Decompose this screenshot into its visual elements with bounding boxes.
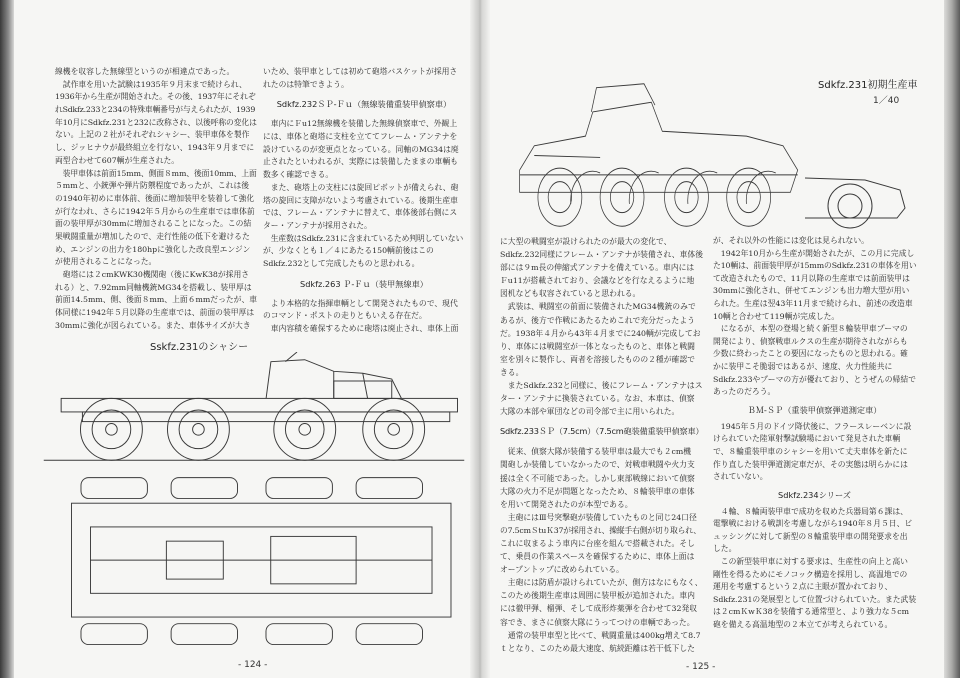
text-line: た10輌は、前面装甲厚が15mmのSdkfz.231の車体を用い	[713, 261, 917, 271]
text-line: が、それ以外の性能には変化は見られない。	[713, 236, 869, 245]
text-line: あるが、後方で作戦にあたるためこれで充分だったよう	[500, 315, 695, 325]
text-line: め、エンジンの出力を180hpに強化した改良型エンジン	[55, 244, 251, 254]
text-line: 部には９m長の伸縮式アンテナを備えている。車内には	[500, 263, 695, 273]
text-line: 砲を備える高温地型の２本立てが考えられている。	[713, 620, 893, 630]
text-line: 数多く確認できる。	[263, 170, 334, 180]
text-line: Sdkfz.233やプーマの方が優れており、とうぜんの帰結で	[713, 374, 916, 384]
text-line: り、車体には戦闘室が一体となったものと、車体と戦闘	[500, 341, 695, 351]
text-line: 武装は、戦闘室の前面に装備されたMG34機銃のみで	[500, 302, 696, 312]
text-line: ター・アンテナに換装されている。なお、本車は、偵察	[500, 394, 695, 404]
text-line: 果戦闘重量が増加したので、走行性能の低下を避けるた	[55, 231, 250, 241]
text-line: Sdkfz.232として完成したものと思われる。	[263, 258, 420, 268]
text-line: 30mmに強化が図られている。また、車体サイズが大き	[55, 320, 251, 330]
text-line: 面の装甲厚が30mmに増加されることになった。この結	[55, 219, 252, 229]
text-line: 援は全く不可能であった。しかし東部戦線において偵察	[500, 473, 695, 483]
page-number-right: - 125 -	[686, 662, 716, 672]
text-line: あったのだろう。	[713, 387, 776, 397]
text-line: 図机なども収容されていると思われる。	[500, 289, 641, 299]
text-line: 通常の装甲車型と比べて、戦闘重量は400kg増えて8.7	[500, 630, 701, 640]
text-line: ター・アンテナが採用された。	[263, 220, 372, 230]
section-heading: Sdkfz.234シリーズ	[778, 489, 851, 500]
text-line: 年10月にSdkfz.231と232に改称され、以後呼称の変化は	[55, 117, 257, 127]
text-line: Sdkfz.232同様にフレーム・アンテナが装備され、車体後	[500, 250, 703, 260]
text-line: 開発により、偵察戦車ルクスの生産が期待されながらも	[713, 336, 908, 346]
page-number-left: - 124 -	[238, 660, 268, 670]
text-line: が行なわれ、さらに1942年５月からの生産車では車体前	[55, 206, 255, 216]
text-line: に大型の戦闘室が設けられたのが最大の変化で、	[500, 237, 672, 246]
text-line: 大隊の本部や軍団などの司令部で主に用いられた。	[500, 407, 680, 417]
scan-edge-right	[944, 0, 960, 678]
text-line: 主砲には防盾が設けられていたが、側方はなにもなく、	[500, 578, 703, 588]
text-line: またSdkfz.232と同様に、後にフレーム・アンテナはス	[500, 381, 703, 391]
right-page-column-1	[500, 235, 703, 655]
chassis-top-view-drawing	[45, 470, 468, 655]
text-line: の7.5cmＳtuＫ37が採用され、操縦手右側が切り取られ、	[500, 525, 701, 535]
text-line: 砲塔には２cmKWK30機関砲（後にKwK38が採用さ	[55, 270, 250, 279]
text-line: ５mmと、小銃弾や弾片防禦程度であったが、これは後	[55, 181, 250, 191]
text-line: 主砲にはⅢ号突撃砲が装備していたものと同じ24口径	[500, 512, 697, 522]
text-line: は２cmＫwＫ38を装備する通常型と、より強力な５cm	[713, 607, 910, 617]
text-line: ない。上記の２社がそれぞれシャシー、装甲車体を製作	[55, 130, 250, 140]
text-line: を用いて開発されたのが本型である。	[500, 499, 633, 509]
right-page-column-2	[713, 235, 916, 632]
text-line: には徹甲弾、榴弾、そして成形炸薬弾を合わせて32発収	[500, 604, 698, 614]
text-line: 1942年10月から生産が開始されたが、この月に完成し	[713, 248, 915, 258]
text-line: 装甲車体は前面15mm、側面８mm、後面10mm、上面	[55, 168, 257, 178]
text-line: 車内容積を確保するために砲塔は廃止され、車体上面	[263, 324, 459, 333]
text-line: Ｆu11が搭載されており、会議などを行なえるように地	[500, 276, 695, 286]
text-line: した。	[713, 544, 737, 554]
text-line: て改造されたもので、11月以降の生産車では前面装甲は	[713, 273, 910, 283]
figure-scale: 1／40	[873, 96, 900, 106]
text-line: の1940年初めに車体前、後面に増加装甲を装着して強化	[55, 193, 255, 203]
text-line: だ。1938年４月から43年４月までに240輌が完成してお	[500, 328, 701, 338]
text-line: されていない。	[713, 472, 768, 482]
text-line: 電撃戦における戦訓を考慮しながら1940年８月５日、ビ	[713, 519, 913, 529]
text-line: 車内にＦu12無線機を装備した無線偵察車で、外観上	[263, 119, 458, 129]
text-line: 生産数はSdkfz.231に含まれているため判明していない	[263, 233, 464, 243]
text-line: ュッシングに対して新型の８輪重装甲車の開発要求を出	[713, 531, 908, 541]
text-line: 塔の旋回に支障がないよう考慮されている。後期生産車	[263, 195, 458, 205]
text-line: し、ジッヒナウが最終組立を行ない、1943年９月までに	[55, 143, 255, 153]
text-line: が、少なくとも１／４にあたる150輌前後はこの	[263, 246, 434, 256]
text-line: ４輪、８輪両装甲車で成功を収めた兵器局第６課は、	[713, 506, 908, 516]
text-line: 1936年から生産が開始された。その後、1937年にそれぞ	[55, 92, 256, 102]
section-heading: ＢＭ-ＳＰ（重装甲偵察弾道測定車）	[747, 404, 882, 415]
text-line: で、８輪重装甲車のシャシーを用いて丈夫車体を新たに	[713, 446, 908, 456]
text-line: いため、装甲車としては初めて砲塔バスケットが採用さ	[263, 67, 458, 76]
text-line: また、砲塔上の支柱には旋回ピボットが備えられ、砲	[263, 182, 459, 192]
text-line: 剛性を得るためにモノコック構造を採用し、高温地での	[713, 569, 908, 579]
text-line: 室を別々に製作し、両者を溶接したものの２種が確認で	[500, 354, 695, 364]
text-line: ｔとなり、このため最大速度、航続距離は若干低下した	[500, 643, 695, 653]
text-line: れSdkfz.233と234の特殊車輌番号が与えられたが、1939	[55, 105, 256, 115]
section-heading: Sdkfz.233ＳＰ（7.5cm）（7.5cm砲装備重装甲偵察車）	[500, 426, 704, 437]
text-line: 1945年５月のドイツ降伏後に、フラースレーベンに設	[713, 421, 912, 431]
chassis-side-view-drawing	[40, 352, 468, 468]
text-line: 運用を考慮するという２点に主眼が置かれており、	[713, 582, 893, 592]
text-line: られた。生産は翌43年11月まで続けられ、前述の改造車	[713, 298, 913, 308]
text-line: Sdkfz.231の発展型として位置づけられていた。また武装	[713, 594, 917, 604]
text-line: になるが、本型の登場と続く新型８輪装甲車プーマの	[713, 324, 908, 334]
scan-edge-left	[0, 0, 14, 678]
section-heading: Sdkfz.232ＳＰ-Ｆｕ（無線装備重装甲偵察車）	[276, 99, 452, 110]
text-line: より本格的な指揮車輌として開発されたもので、現代	[263, 298, 458, 308]
text-line: れたのは特筆できよう。	[263, 79, 349, 89]
text-line: 試作車を用いた試験は1935年９月末まで続けられ、	[55, 79, 247, 89]
text-line: では、フレーム・アンテナに替えて、車体後部右側にス	[263, 208, 458, 218]
text-line: 体同様に1942年５月以降の生産車では、前面の装甲厚は	[55, 308, 255, 318]
text-line: て、乗員の作業スペースを確保するために、車体上面は	[500, 552, 695, 562]
text-line: 30mmに強化され、併せてエンジンも出力増大型が用い	[713, 286, 910, 296]
armored-car-figure-caption: Sdkfz.231初期生産車	[818, 80, 918, 91]
text-line: 設けているのが変更点となっている。同軸のMG34は廃	[263, 144, 459, 154]
text-line: この新型装甲車に対する要求は、生産性の向上と高い	[713, 557, 908, 567]
text-line: れる）と、7.92mm同軸機銃MG34を搭載し、装甲厚は	[55, 282, 252, 292]
text-line: 容でき、まさに偵察大隊にうってつけの車輌であった。	[500, 617, 695, 627]
sdkfz-231-side-view-drawing-rear	[805, 118, 910, 230]
text-line: 関砲しか装備していなかったので、対戦車戦闘や火力支	[500, 460, 695, 470]
text-line: 前面14.5mm、側、後面８mm、上面６mmだったが、車	[55, 295, 258, 305]
text-line: 止されたといわれるが、実際には装備したままの車輌も	[263, 157, 458, 167]
text-line: には、車体と砲塔に支柱を立ててフレーム・アンテナを	[263, 132, 458, 142]
text-line: オープントップに改められている。	[500, 565, 624, 575]
text-line: 少数に終わったことの要因になったものと思われる。確	[713, 349, 908, 359]
text-line: これに収まるよう車内に台座を組んで搭載された。そし	[500, 538, 695, 548]
text-line: 従来、偵察大隊が装備する装甲車は最大でも２cm機	[500, 447, 692, 457]
section-heading: Sdkfz.263 Ｐ-Ｆｕ（装甲無線車）	[300, 278, 428, 289]
text-line: のコマンド・ポストの走りともいえる存在だ。	[263, 311, 427, 321]
left-page-column-2	[263, 66, 465, 336]
sdkfz-231-side-view-drawing	[505, 78, 805, 233]
text-line: が使用されることになった。	[55, 257, 157, 267]
text-line: 線機を収容した無線型というのが相違点であった。	[55, 67, 235, 76]
chassis-figure-caption: Sskfz.231のシャシー	[150, 342, 249, 353]
text-line: 両型合わせて607輌が生産された。	[55, 155, 180, 165]
text-line: けられていた陸軍射撃試験場において発見された車輌	[713, 434, 901, 444]
text-line: 10輌と合わせて119輌が完成した。	[713, 311, 840, 321]
text-line: 大隊の火力不足が問題となったため、８輪装甲車の車体	[500, 486, 695, 496]
text-line: かに装甲こそ脆弱ではあるが、速度、火力性能共に	[713, 361, 893, 371]
text-line: 作り直した装甲弾道測定車だが、その実態は明らかには	[713, 459, 908, 469]
text-line: このため後期生産車は周囲に装甲板が追加された。車内	[500, 591, 695, 601]
book-gutter	[470, 0, 490, 678]
left-page-column-1	[55, 66, 257, 332]
text-line: きる。	[500, 367, 524, 377]
